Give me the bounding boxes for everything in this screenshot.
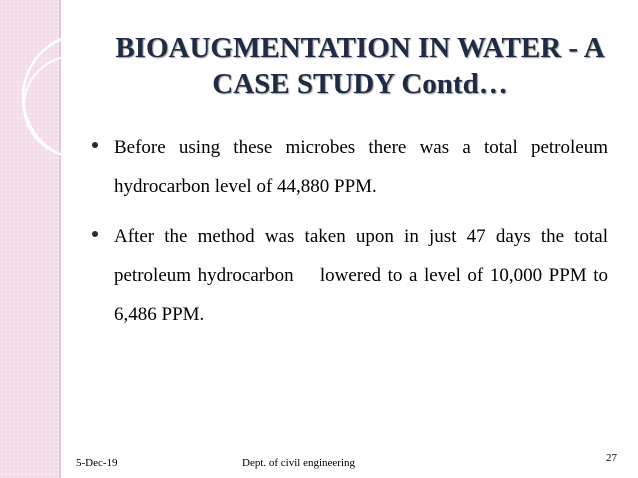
bullet-dot-icon: [92, 142, 98, 148]
bullet-list: [88, 128, 613, 345]
footer-page-number: 27: [606, 452, 617, 464]
bullet-text: After the method was taken upon in just 47 days the total petroleum hydrocarbon lowered to a level of 10,000 PPM to 6,486 PPM.: [114, 226, 613, 325]
slide-title-line-1: BIOAUGMENTATION IN WATER - A: [115, 32, 605, 64]
bullet-text: Before using these microbes there was a total petroleum hydrocarbon level of 44,880 PPM.: [114, 137, 608, 197]
footer-department: Dept. of civil engineering: [242, 457, 356, 469]
footer-date: 5-Dec-19: [76, 457, 118, 469]
bullet-item: [88, 128, 608, 206]
slide-title: [100, 30, 620, 102]
bullet-item: [88, 217, 613, 334]
slide-title-line-2: CASE STUDY Contd…: [212, 68, 508, 100]
bullet-dot-icon: [92, 231, 98, 237]
